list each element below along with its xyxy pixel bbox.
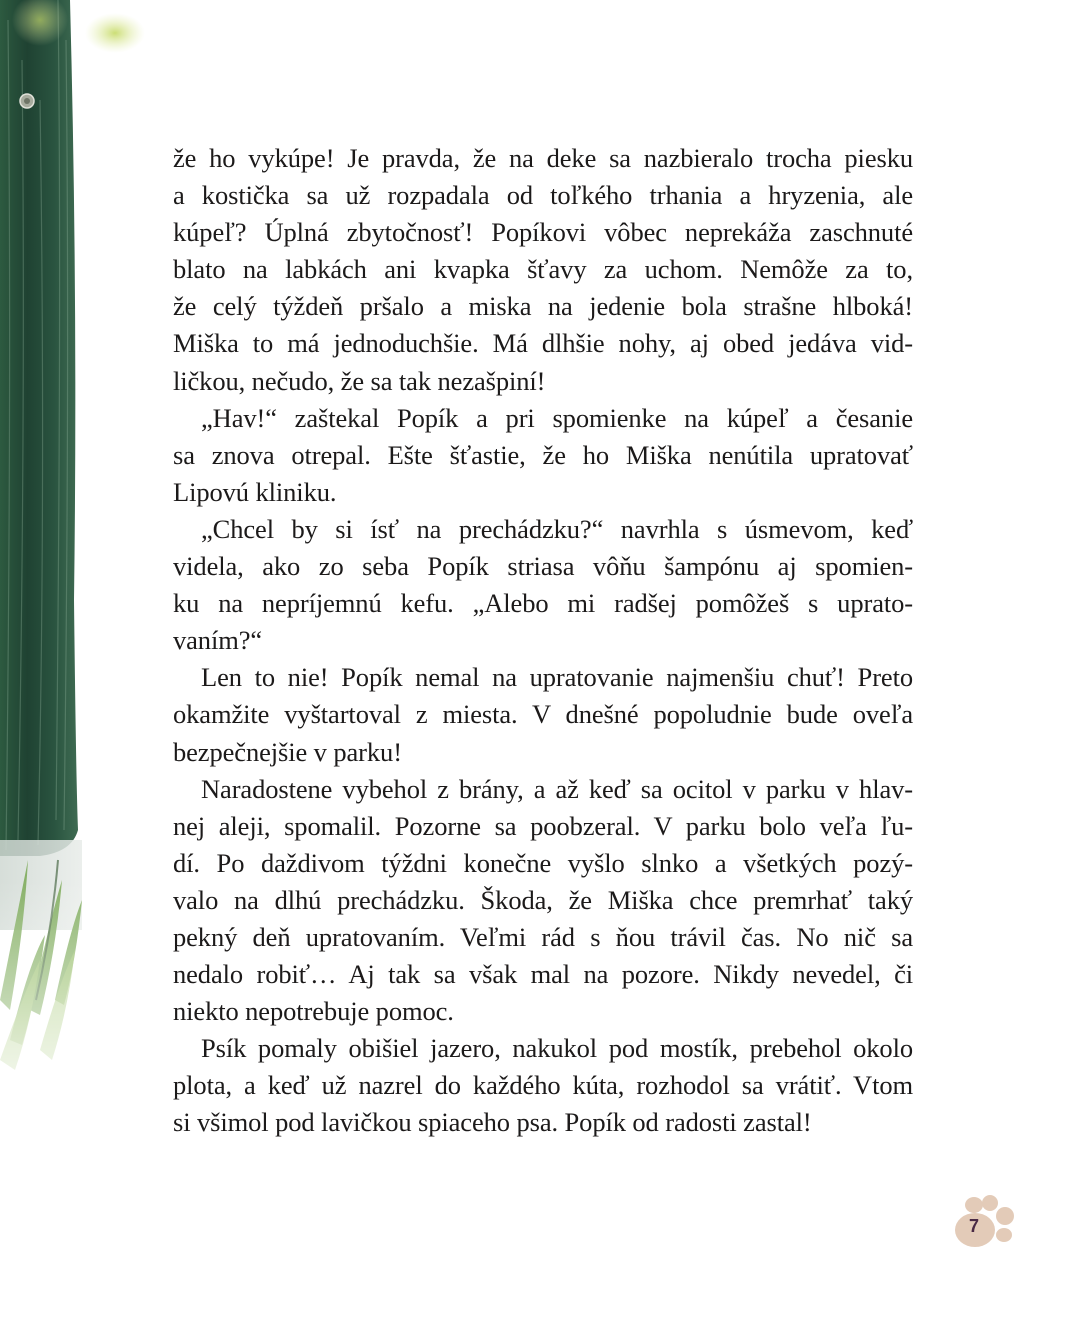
- text-line: ku na nepríjemnú kefu. „Alebo mi radšej pomôžeš s uprato-: [173, 588, 913, 619]
- paragraph-4: [173, 659, 913, 770]
- text-line: nedalo robiť… Aj tak sa však mal na pozore. Nikdy nevedel, či: [173, 959, 913, 990]
- story-text: [173, 140, 913, 1142]
- text-line: plota, a keď už nazrel do každého kúta, rozhodol sa vrátiť. Vtom: [173, 1070, 913, 1101]
- text-line: okamžite vyštartoval z miesta. V dnešné popoludnie bude oveľa: [173, 699, 913, 730]
- text-line: si všimol pod lavičkou spiaceho psa. Popík od radosti zastal!: [173, 1107, 812, 1138]
- text-line: bezpečnejšie v parku!: [173, 736, 402, 767]
- text-line: sa znova otrepal. Ešte šťastie, že ho Miška nenútila upratovať: [173, 439, 913, 470]
- text-line: Len to nie! Popík nemal na upratovanie najmenšiu chuť! Preto: [201, 662, 913, 693]
- paragraph-2: [173, 400, 913, 511]
- text-line: valo na dlhú prechádzku. Škoda, že Miška chce premrhať taký: [173, 884, 913, 915]
- text-line: a kostička sa už rozpadala od toľkého trhania a hryzenia, ale: [173, 180, 913, 211]
- text-line: Psík pomaly obišiel jazero, nakukol pod mostík, prebehol okolo: [201, 1033, 913, 1064]
- paragraph-5: [173, 771, 913, 1031]
- text-line: kúpeľ? Úplná zbytočnosť! Popíkovi vôbec neprekáža zaschnuté: [173, 217, 913, 248]
- text-line: ličkou, nečudo, že sa tak nezašpiní!: [173, 365, 546, 396]
- text-line: videla, ako zo seba Popík striasa vôňu šampónu aj spomien-: [173, 551, 913, 582]
- text-line: „Chcel by si ísť na prechádzku?“ navrhla s úsmevom, keď: [201, 513, 913, 544]
- text-line: Miška to má jednoduchšie. Má dlhšie nohy, aj obed jedáva vid-: [173, 328, 913, 359]
- text-line: niekto nepotrebuje pomoc.: [173, 996, 454, 1027]
- text-line: blato na labkách ani kvapka šťavy za uchom. Nemôže za to,: [173, 254, 913, 285]
- text-line: Lipovú kliniku.: [173, 476, 337, 507]
- text-line: že ho vykúpe! Je pravda, že na deke sa nazbieralo trocha piesku: [173, 143, 913, 173]
- page-number-badge: [950, 1192, 1020, 1256]
- text-line: dí. Po daždivom týždni konečne vyšlo slnko a všetkých pozý-: [173, 847, 913, 878]
- text-line: nej aleji, spomalil. Pozorne sa poobzeral. V parku bolo veľa ľu-: [173, 810, 913, 841]
- text-line: vaním?“: [173, 625, 263, 656]
- grass-tree-trunk-illustration: [0, 0, 160, 1320]
- paragraph-1: [173, 140, 913, 400]
- text-line: pekný deň upratovaním. Veľmi rád s ňou trávil čas. No nič sa: [173, 921, 913, 952]
- text-line: že celý týždeň pršalo a miska na jedenie bola strašne hlboká!: [173, 291, 913, 322]
- paragraph-3: [173, 511, 913, 659]
- paragraph-6: [173, 1030, 913, 1141]
- page-number: 7: [968, 1216, 979, 1236]
- text-line: „Hav!“ zaštekal Popík a pri spomienke na kúpeľ a česanie: [201, 402, 913, 433]
- text-line: Naradostene vybehol z brány, a až keď sa ocitol v parku v hlav-: [201, 773, 913, 804]
